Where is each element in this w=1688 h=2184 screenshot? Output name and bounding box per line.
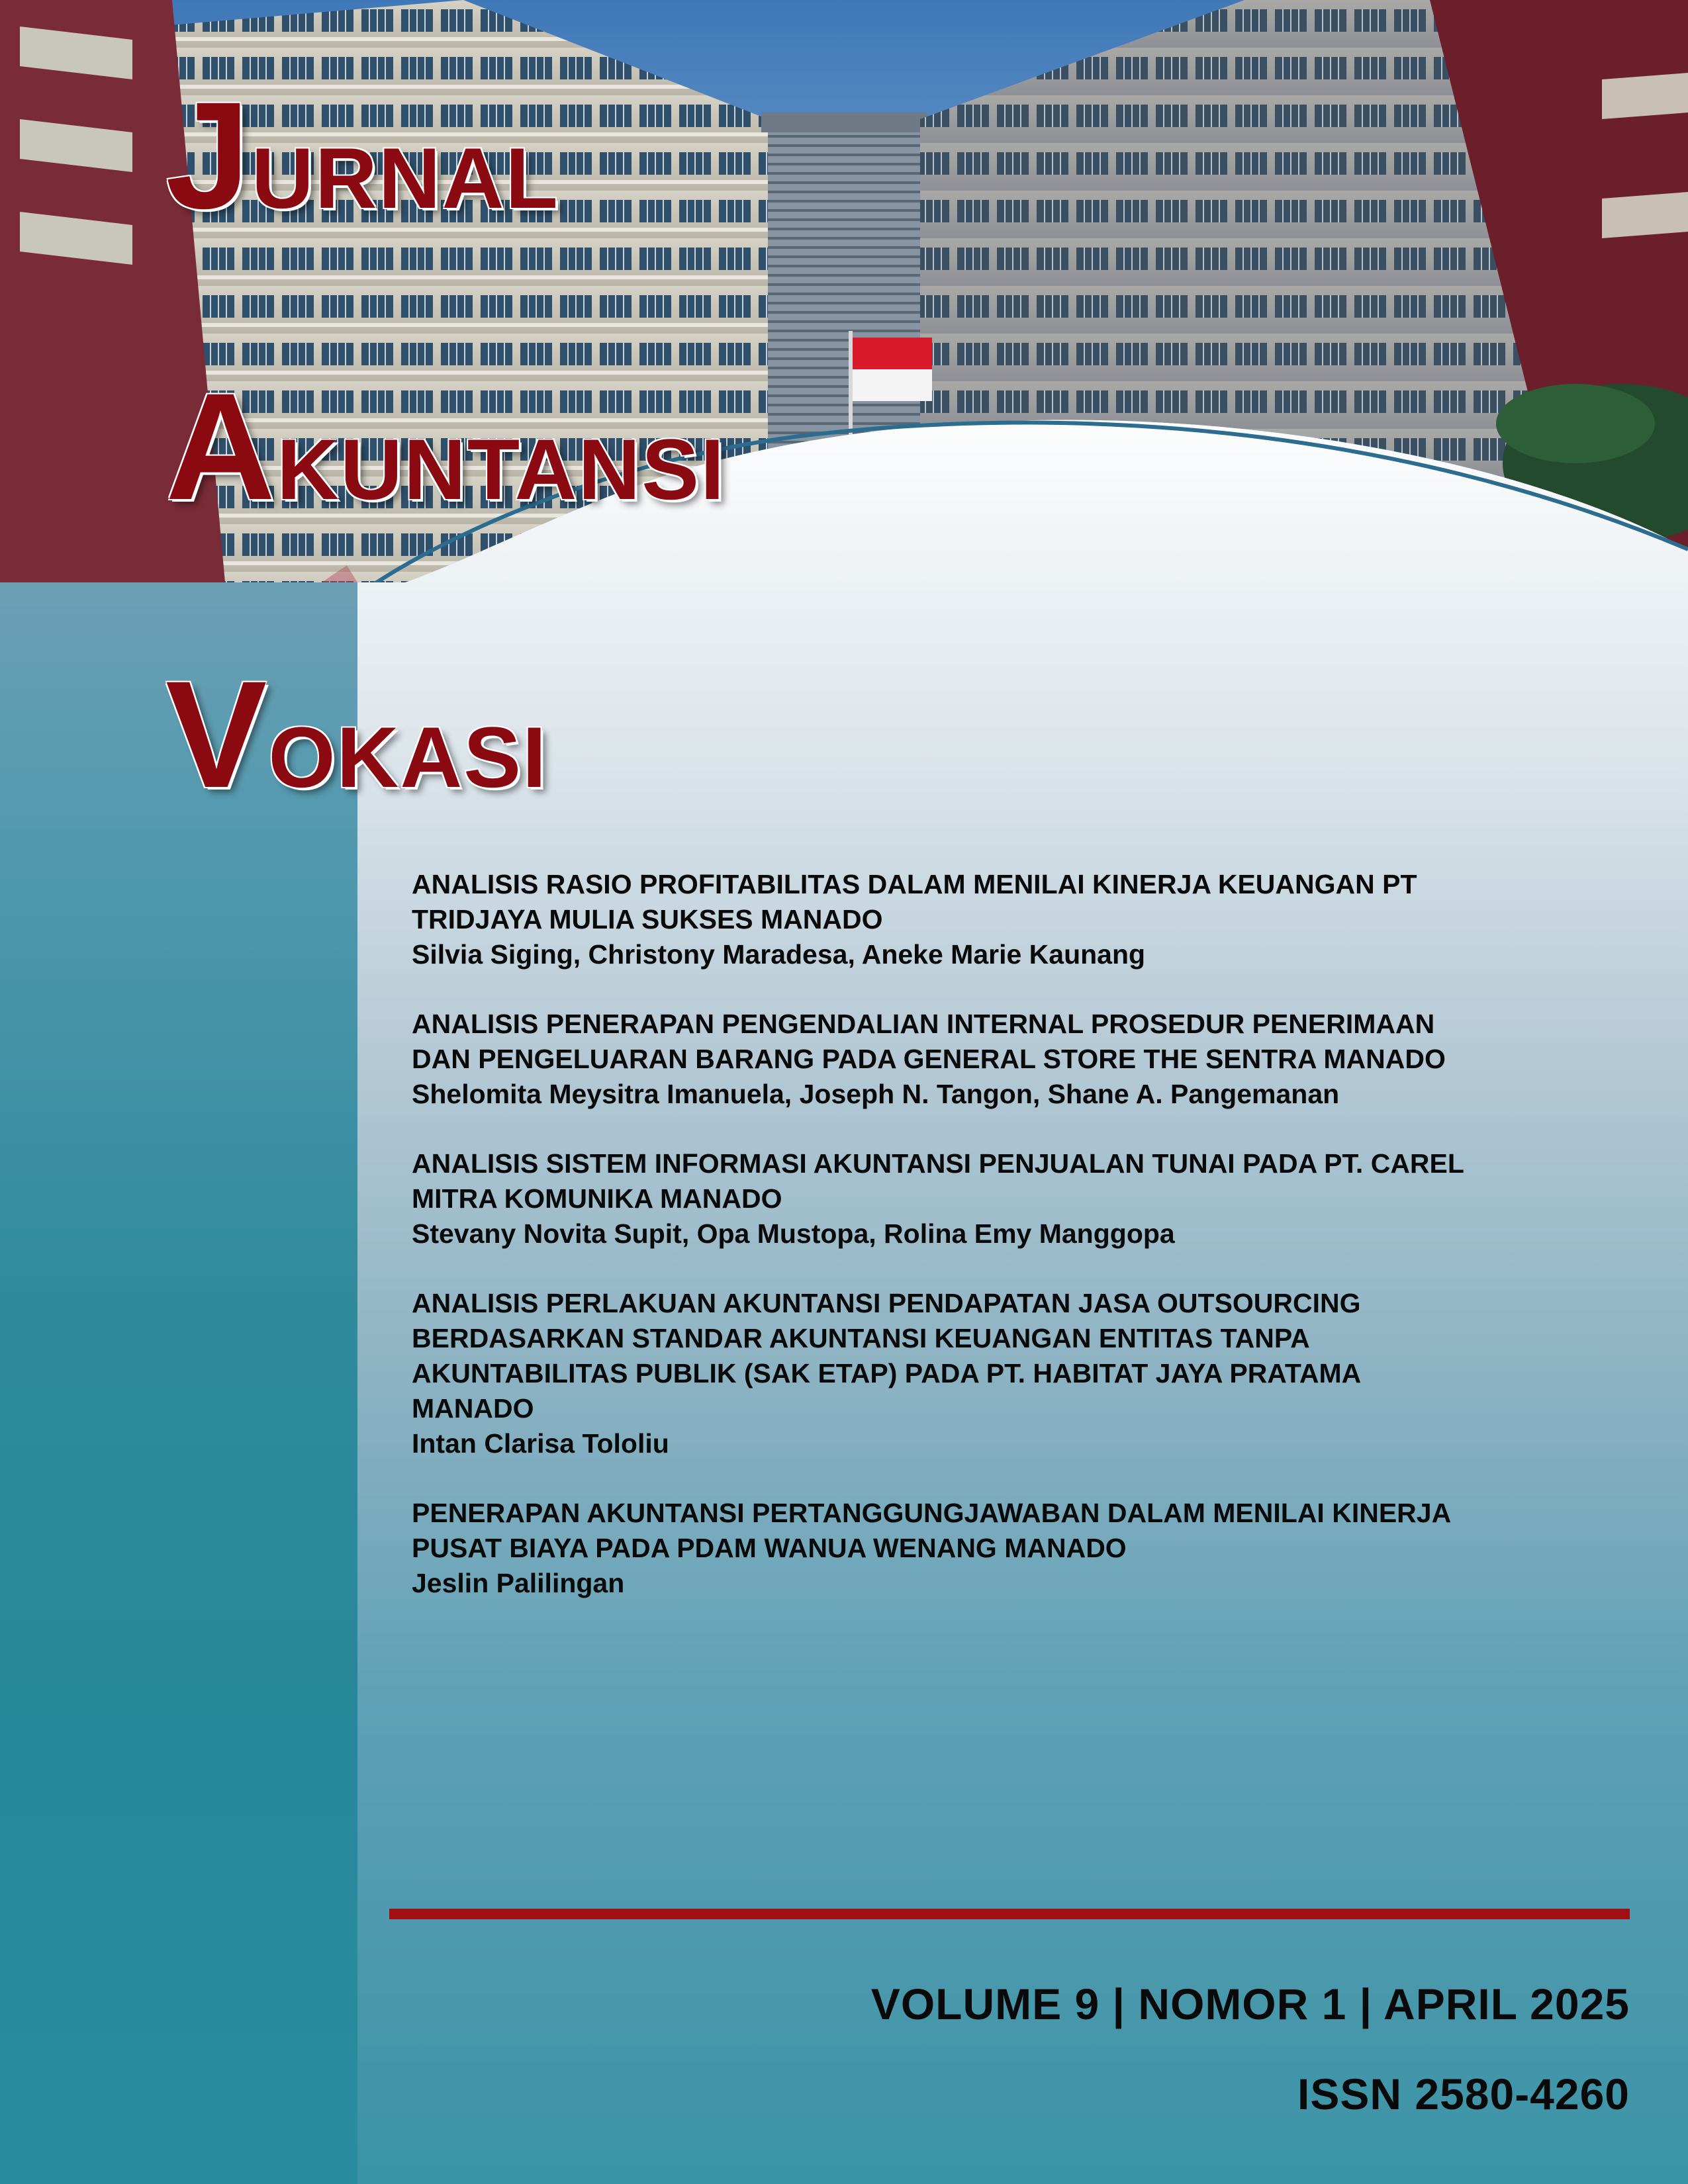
article-title: ANALISIS PERLAKUAN AKUNTANSI PENDAPATAN JASA OUTSOURCING BERDASARKAN STANDAR AKUNTANSI KEUANGAN ENTITAS TANPA AKUNTABILITAS PUBLIK (SAK ETAP) PADA PT. HABITAT JAYA PRATAMA MANADO [412, 1288, 1362, 1424]
article-title: PENERAPAN AKUNTANSI PERTANGGUNGJAWABAN DALAM MENILAI KINERJA PUSAT BIAYA PADA PDAM WANUA WENANG MANADO [412, 1498, 1452, 1563]
issue-info: VOLUME 9 | NOMOR 1 | APRIL 2025 [870, 1979, 1630, 2028]
title-rest-okasi: OKASI [268, 709, 548, 805]
article-list [412, 867, 1643, 1635]
journal-title-line-3 [165, 649, 548, 819]
article-entry [412, 867, 1643, 972]
title-initial-v: V [165, 649, 269, 819]
article-entry [412, 1007, 1643, 1112]
article-authors: Intan Clarisa Tololiu [412, 1428, 669, 1459]
article-entry [412, 1146, 1643, 1251]
article-title: ANALISIS RASIO PROFITABILITAS DALAM MENILAI KINERJA KEUANGAN PT TRIDJAYA MULIA SUKSES MANADO [412, 869, 1417, 934]
title-initial-j: J [165, 70, 252, 240]
article-authors: Silvia Siging, Christony Maradesa, Aneke Marie Kaunang [412, 939, 1146, 970]
title-rest-urnal: URNAL [251, 130, 559, 226]
article-entry [412, 1286, 1643, 1461]
article-title: ANALISIS SISTEM INFORMASI AKUNTANSI PENJUALAN TUNAI PADA PT. CAREL MITRA KOMUNIKA MANADO [412, 1148, 1464, 1214]
journal-title-line-1 [165, 70, 559, 240]
title-initial-a: A [165, 361, 277, 531]
article-authors: Shelomita Meysitra Imanuela, Joseph N. Tangon, Shane A. Pangemanan [412, 1079, 1340, 1109]
article-entry [412, 1496, 1643, 1601]
journal-title-line-2 [165, 361, 726, 531]
article-authors: Stevany Novita Supit, Opa Mustopa, Rolina Emy Manggopa [412, 1218, 1175, 1249]
red-divider [389, 1909, 1630, 1919]
title-rest-kuntansi: KUNTANSI [277, 421, 726, 518]
article-title: ANALISIS PENERAPAN PENGENDALIAN INTERNAL PROSEDUR PENERIMAAN DAN PENGELUARAN BARANG PADA GENERAL STORE THE SENTRA MANADO [412, 1009, 1446, 1074]
article-authors: Jeslin Palilingan [412, 1568, 625, 1598]
issn: ISSN 2580-4260 [1297, 2070, 1630, 2118]
